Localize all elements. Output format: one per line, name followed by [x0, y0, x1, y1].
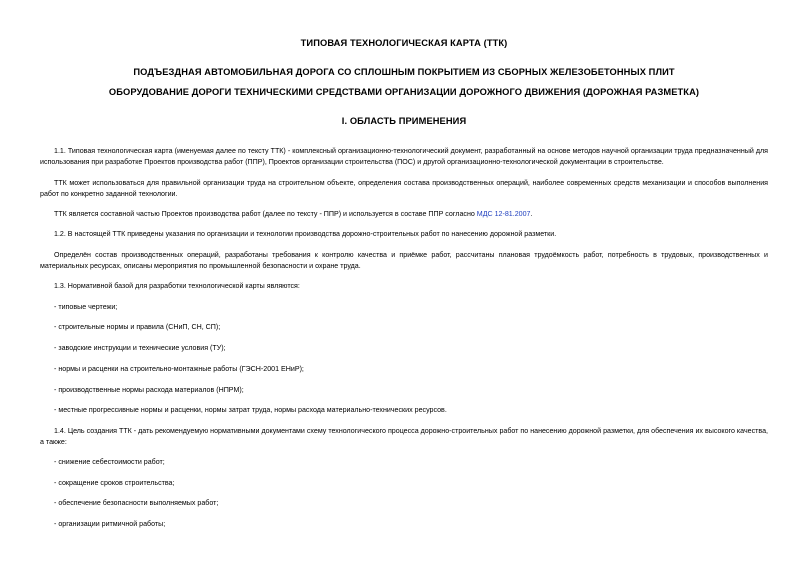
paragraph-1-2: 1.2. В настоящей ТТК приведены указания по организации и технологии производства дорожно-строительных работ по нанесению дорожной разметки.	[54, 230, 557, 238]
list-item: - нормы и расценки на строительно-монтажные работы (ГЭСН-2001 ЕНиР);	[54, 365, 304, 373]
list-item: - обеспечение безопасности выполняемых работ;	[54, 499, 219, 507]
paragraph-ttk-ppr-end: .	[530, 210, 533, 218]
list-item: - сокращение сроков строительства;	[54, 479, 175, 487]
list-item: - заводские инструкции и технические условия (ТУ);	[54, 344, 226, 352]
paragraph-operations: Определён состав производственных операций, разработаны требования к контролю качества и приёмке работ, рассчитаны плановая трудоёмкость работ, потребность в трудовых, производственных и материальных ресурсах, описаны мероприятия по промышленной безопасности и охране труда.	[40, 251, 768, 270]
paragraph-ttk-usage: ТТК может использоваться для правильной организации труда на строительном объекте, определения состава производственных операций, наиболее современных средств механизации и способов выполнения работ по конкретно заданной технологии.	[40, 179, 768, 198]
paragraph-ttk-ppr-text: ТТК является составной частью Проектов производства работ (далее по тексту - ППР) и используется в составе ППР согласно	[54, 210, 477, 218]
paragraph-1-1: 1.1. Типовая технологическая карта (именуемая далее по тексту ТТК) - комплексный организационно-технологический документ, разработанный на основе методов научной организации труда предназначенный для использования при разработке Проектов производства работ (ППР), Проектов организации строительства (ПОС) и другой организационно-технологической документации в строительстве.	[40, 147, 768, 166]
list-item: - местные прогрессивные нормы и расценки, нормы затрат труда, нормы расхода материально-технических ресурсов.	[54, 406, 447, 414]
list-item: - производственные нормы расхода материалов (НПРМ);	[54, 386, 244, 394]
list-item: - строительные нормы и правила (СНиП, СН, СП);	[54, 323, 221, 331]
mds-link[interactable]: МДС 12-81.2007	[476, 210, 531, 218]
document-subtitle-work: ОБОРУДОВАНИЕ ДОРОГИ ТЕХНИЧЕСКИМИ СРЕДСТВАМИ ОРГАНИЗАЦИИ ДОРОЖНОГО ДВИЖЕНИЯ (ДОРОЖНАЯ РАЗМЕТКА)	[108, 87, 700, 97]
paragraph-1-3: 1.3. Нормативной базой для разработки технологической карты являются:	[54, 282, 300, 290]
section-heading: I. ОБЛАСТЬ ПРИМЕНЕНИЯ	[341, 116, 467, 126]
list-item: - снижение себестоимости работ;	[54, 458, 165, 466]
list-item: - организации ритмичной работы;	[54, 520, 166, 528]
paragraph-ttk-ppr	[40, 209, 768, 220]
list-item: - типовые чертежи;	[54, 303, 118, 311]
paragraph-1-4: 1.4. Цель создания ТТК - дать рекомендуемую нормативными документами схему технологического процесса дорожно-строительных работ по нанесению дорожной разметки, для обеспечения их высокого качества, а также:	[40, 427, 768, 446]
document-title: ТИПОВАЯ ТЕХНОЛОГИЧЕСКАЯ КАРТА (ТТК)	[300, 38, 508, 48]
document-subtitle-object: ПОДЪЕЗДНАЯ АВТОМОБИЛЬНАЯ ДОРОГА СО СПЛОШНЫМ ПОКРЫТИЕМ ИЗ СБОРНЫХ ЖЕЛЕЗОБЕТОННЫХ ПЛИТ	[133, 67, 675, 77]
